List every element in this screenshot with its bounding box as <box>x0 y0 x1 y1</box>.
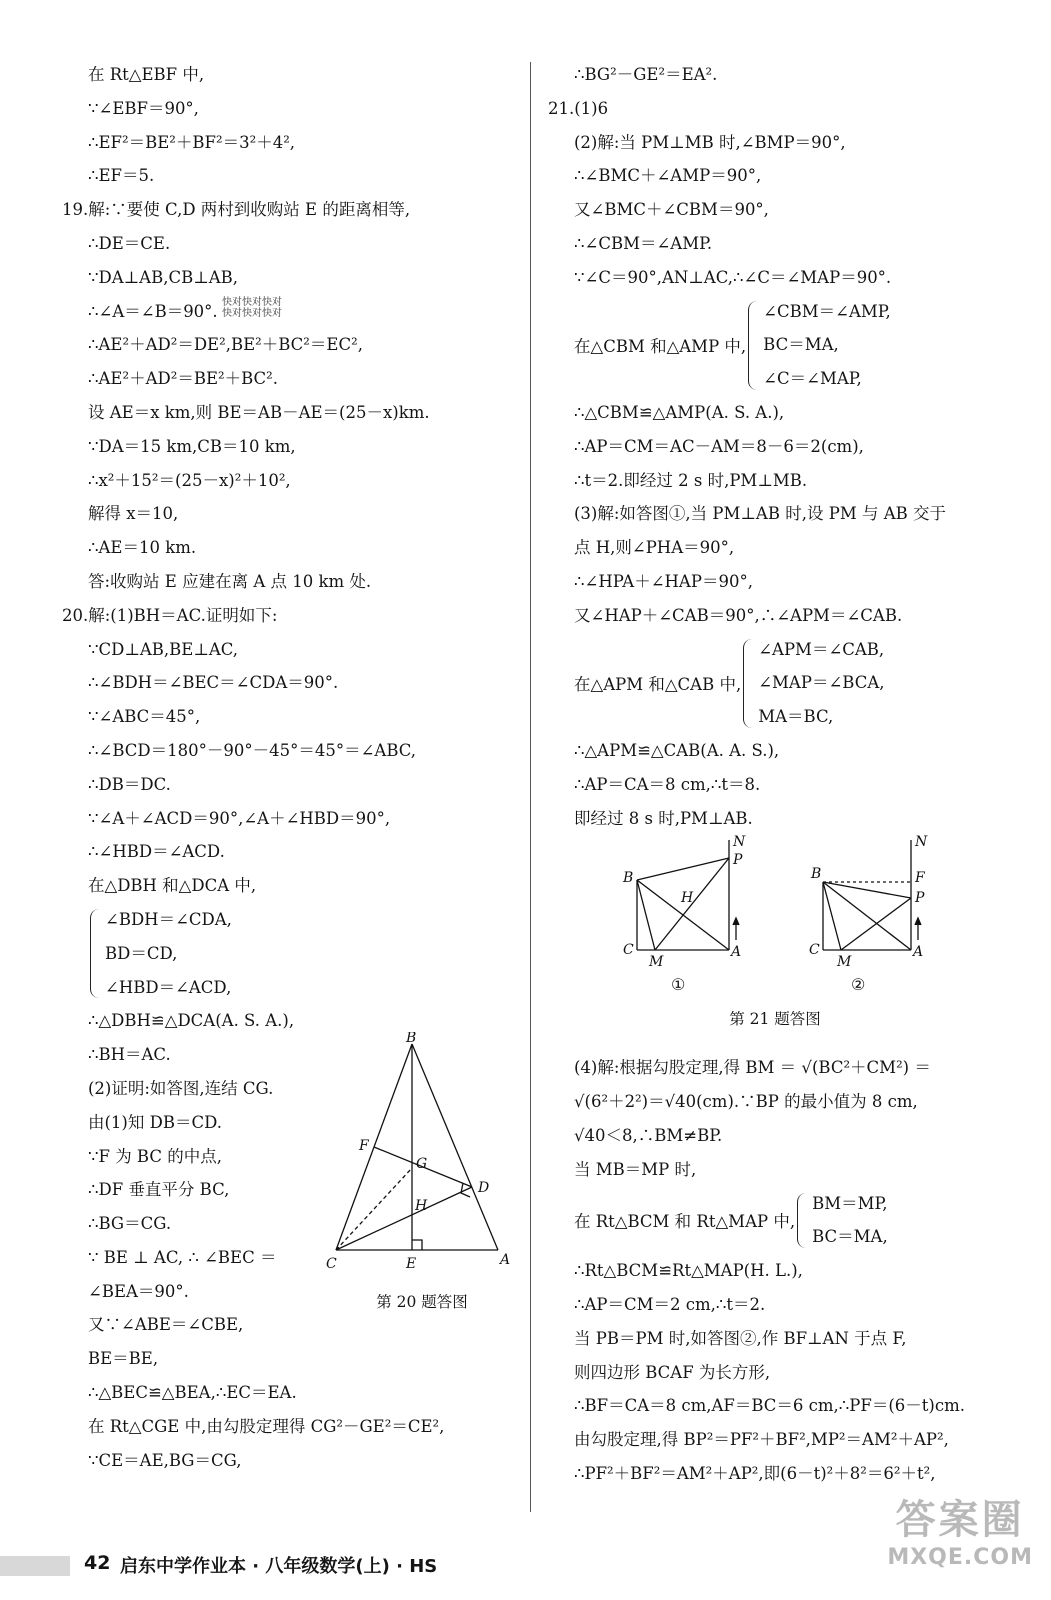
fig21a-label-N: N <box>733 834 746 850</box>
left-line: ∴∠A＝∠B＝90°. <box>88 301 218 321</box>
right-line: ∵∠C＝90°,AN⊥AC,∴∠C＝∠MAP＝90°. <box>574 267 892 287</box>
figure-21-caption: 第 21 题答图 <box>729 1010 821 1028</box>
watermark-small: MXQE.COM <box>887 1545 1033 1570</box>
right-brace-1-item: BC＝MA, <box>763 335 839 355</box>
right-brace-1-brace <box>748 301 759 390</box>
fig21b-label-M: M <box>837 954 852 970</box>
fig20-line-BA <box>412 1044 498 1250</box>
fig20-label-H: H <box>415 1198 428 1214</box>
right-brace-3-item: BM＝MP, <box>812 1193 888 1213</box>
right5-line: 当 PB＝PM 时,如答图②,作 BF⊥AN 于点 F, <box>574 1328 907 1348</box>
left-line: ∴DB＝DC. <box>88 774 171 794</box>
left-line: ∵∠A＋∠ACD＝90°,∠A＋∠HBD＝90°, <box>88 808 391 828</box>
right-brace-3-lead: 在 Rt△BCM 和 Rt△MAP 中, <box>574 1212 796 1232</box>
right-line: 又∠BMC＋∠CBM＝90°, <box>574 200 769 220</box>
left-line: 答:收购站 E 应建在离 A 点 10 km 处. <box>88 571 372 591</box>
fig21b-label-B: B <box>811 866 822 882</box>
right4-line: 当 MB＝MP 时, <box>574 1159 697 1179</box>
left-line: ∴EF²＝BE²＋BF²＝3²＋4², <box>88 132 296 152</box>
right-line: ∴∠CBM＝∠AMP. <box>574 233 713 253</box>
left-line: ∴DE＝CE. <box>88 233 171 253</box>
left-line: ∴∠BCD＝180°－90°－45°＝45°＝∠ABC, <box>88 740 417 760</box>
left2-line: ∠BEA＝90°. <box>88 1281 189 1301</box>
left-brace-system-brace <box>90 909 101 998</box>
right-brace-2-lead: 在△APM 和△CAB 中, <box>574 675 742 695</box>
footer-bar <box>0 1556 70 1576</box>
right-brace-3 <box>548 1187 1018 1255</box>
left-line: ∴EF＝5. <box>88 166 155 186</box>
right-brace-2 <box>548 633 1018 734</box>
left2-line: 由(1)知 DB＝CD. <box>88 1112 222 1132</box>
left-line: ∵∠EBF＝90°, <box>88 98 199 118</box>
right5-line: ∴Rt△BCM≌Rt△MAP(H. L.), <box>574 1261 803 1281</box>
fig21b-arrowhead <box>915 918 921 925</box>
left-line: ∵DA＝15 km,CB＝10 km, <box>88 436 296 456</box>
right-brace-2-brace <box>743 639 754 728</box>
right5-line: 由勾股定理,得 BP²＝PF²＋BF²,MP²＝AM²＋AP², <box>574 1430 949 1450</box>
fig21a-number: ① <box>671 975 686 994</box>
fig20-label-G: G <box>416 1156 428 1172</box>
column-divider <box>530 62 531 1512</box>
right-brace-1-lead: 在△CBM 和△AMP 中, <box>574 337 747 357</box>
left-line: ∴x²＋15²＝(25－x)²＋10², <box>88 470 291 490</box>
right2-line: ∴△CBM≌△AMP(A. S. A.), <box>574 402 785 422</box>
left-line: ∴AE²＋AD²＝DE²,BE²＋BC²＝EC², <box>88 335 363 355</box>
right-brace-3-brace <box>797 1193 808 1249</box>
left2-line: ∴DF 垂直平分 BC, <box>88 1180 230 1200</box>
fig20-label-A: A <box>500 1252 511 1268</box>
right-line: ∴∠BMC＋∠AMP＝90°, <box>574 166 762 186</box>
right2-line: ∴AP＝CM＝AC－AM＝8－6＝2(cm), <box>574 436 864 456</box>
fig21b-label-N: N <box>915 834 928 850</box>
left2-line: 又∵∠ABE＝∠CBE, <box>88 1315 244 1335</box>
right2-line: ∴t＝2.即经过 2 s 时,PM⊥MB. <box>574 470 808 490</box>
right-brace-3-item: BC＝MA, <box>812 1227 888 1247</box>
fig21b-number: ② <box>851 975 866 994</box>
fig21b-line-BA <box>823 882 911 950</box>
figure-20-caption: 第 20 题答图 <box>376 1293 468 1311</box>
right-brace-1-item: ∠C＝∠MAP, <box>763 369 862 389</box>
right5-line: ∴AP＝CM＝2 cm,∴t＝2. <box>574 1294 766 1314</box>
fig20-label-B: B <box>406 1032 417 1046</box>
stamp-line-2: 快对快对快对 <box>222 308 282 319</box>
fig20-label-E: E <box>406 1256 417 1272</box>
fig21a-label-P: P <box>733 852 743 868</box>
left-line: ∵∠ABC＝45°, <box>88 707 201 727</box>
left2-line: ∴△DBH≌△DCA(A. S. A.), <box>88 1011 295 1031</box>
stamp-line-1: 快对快对快对 <box>222 297 282 308</box>
fig21b-label-F: F <box>915 870 925 886</box>
fig21b-line-BM <box>823 882 841 950</box>
fig21b-label-C: C <box>809 942 820 958</box>
left2-line: (2)证明:如答图,连结 CG. <box>88 1078 274 1098</box>
left2-line: ∵CE＝AE,BG＝CG, <box>88 1450 242 1470</box>
fig21a-label-H: H <box>681 890 694 906</box>
fig21a-line-BP <box>637 858 729 880</box>
left-brace-system <box>62 903 522 1004</box>
right2-line: 点 H,则∠PHA＝90°, <box>574 538 735 558</box>
right5-line: 则四边形 BCAF 为长方形, <box>574 1362 771 1382</box>
right-line: ∴BG²－GE²＝EA². <box>574 65 718 84</box>
watermark <box>887 1488 1033 1570</box>
left-line: ∵CD⊥AB,BE⊥AC, <box>88 639 239 659</box>
right4-line: (4)解:根据勾股定理,得 BM ＝ √(BC²＋CM²) ＝ <box>574 1058 931 1078</box>
fig21a-label-M: M <box>649 954 664 970</box>
left2-line: ∴BG＝CG. <box>88 1214 172 1234</box>
left2-line: 在 Rt△CGE 中,由勾股定理得 CG²－GE²＝CE², <box>88 1416 445 1436</box>
left-line: ∵DA⊥AB,CB⊥AB, <box>88 267 238 287</box>
fig20-line-CG <box>336 1168 412 1250</box>
figure-21 <box>615 832 945 1032</box>
right4-line: √(6²＋2²)＝√40(cm).∵BP 的最小值为 8 cm, <box>574 1092 918 1112</box>
left2-line: ∴△BEC≌△BEA,∴EC＝EA. <box>88 1383 297 1403</box>
right5-line: ∴BF＝CA＝8 cm,AF＝BC＝6 cm,∴PF＝(6－t)cm. <box>574 1396 965 1416</box>
left-line: 20.解:(1)BH＝AC.证明如下: <box>62 605 278 625</box>
fig20-label-C: C <box>326 1256 337 1272</box>
right3-line: ∴AP＝CA＝8 cm,∴t＝8. <box>574 774 761 794</box>
figure-20-diagram <box>322 1032 522 1282</box>
right-brace-2-item: MA＝BC, <box>758 707 834 727</box>
right-brace-2-item: ∠MAP＝∠BCA, <box>758 673 885 693</box>
right4-line: √40＜8,∴BM≠BP. <box>574 1125 723 1145</box>
fig21b-line-BP <box>823 882 911 898</box>
right-brace-2-item: ∠APM＝∠CAB, <box>758 639 885 659</box>
book-title: 启东中学作业本 · 八年级数学(上) · HS <box>120 1556 438 1577</box>
fig21a-line-BM <box>637 880 655 950</box>
right3-line: ∴△APM≌△CAB(A. A. S.), <box>574 740 780 760</box>
page-number: 42 <box>84 1552 111 1574</box>
left-line: ∴∠BDH＝∠BEC＝∠CDA＝90°. <box>88 673 339 693</box>
fig20-right-angle-E <box>412 1240 422 1250</box>
right2-line: 又∠HAP＋∠CAB＝90°,∴∠APM＝∠CAB. <box>574 605 903 625</box>
left-line: ∴∠HBD＝∠ACD. <box>88 842 225 862</box>
figure-20 <box>322 1032 522 1312</box>
right3-line: 即经过 8 s 时,PM⊥AB. <box>574 808 753 828</box>
watermark-big: 答案圈 <box>895 1497 1025 1543</box>
left-brace-system-item: BD＝CD, <box>105 943 178 963</box>
left-line: ∴AE²＋AD²＝BE²＋BC². <box>88 369 279 389</box>
left-brace-system-item: ∠HBD＝∠ACD, <box>105 977 232 997</box>
left-line: ∴AE＝10 km. <box>88 538 197 558</box>
right-brace-1-item: ∠CBM＝∠AMP, <box>763 301 891 321</box>
left-line: 在 Rt△EBF 中, <box>88 65 205 84</box>
small-stamp-text <box>222 297 282 319</box>
left-line: 在△DBH 和△DCA 中, <box>88 876 257 896</box>
fig21b-label-A: A <box>913 944 924 960</box>
right2-line: (3)解:如答图①,当 PM⊥AB 时,设 PM 与 AB 交于 <box>574 504 946 524</box>
left-line: 设 AE＝x km,则 BE＝AB－AE＝(25－x)km. <box>88 402 430 422</box>
figure-21-diagram <box>615 832 945 997</box>
right-brace-1 <box>548 295 1018 396</box>
right5-line: ∴PF²＋BF²＝AM²＋AP²,即(6－t)²＋8²＝6²＋t², <box>574 1463 936 1483</box>
left-line: 19.解:∵要使 C,D 两村到收购站 E 的距离相等, <box>62 200 411 220</box>
left2-line: ∵ BE ⊥ AC, ∴ ∠BEC ＝ <box>88 1247 277 1267</box>
fig21a-label-B: B <box>623 870 634 886</box>
right2-line: ∴∠HPA＋∠HAP＝90°, <box>574 571 753 591</box>
fig21b-label-P: P <box>915 890 925 906</box>
fig20-label-D: D <box>478 1180 490 1196</box>
left2-line: ∴BH＝AC. <box>88 1045 171 1065</box>
left-brace-system-item: ∠BDH＝∠CDA, <box>105 909 232 929</box>
fig21a-label-C: C <box>623 942 634 958</box>
left2-line: ∵F 为 BC 的中点, <box>88 1146 222 1166</box>
left2-line: BE＝BE, <box>88 1349 159 1369</box>
left-line: 解得 x＝10, <box>88 504 179 524</box>
fig21a-label-A: A <box>731 944 742 960</box>
fig21a-arrowhead <box>733 918 739 925</box>
fig20-label-F: F <box>359 1138 369 1154</box>
right-column <box>548 58 1018 1491</box>
right-line: 21.(1)6 <box>548 98 609 118</box>
right-line: (2)解:当 PM⊥MB 时,∠BMP＝90°, <box>574 132 846 152</box>
